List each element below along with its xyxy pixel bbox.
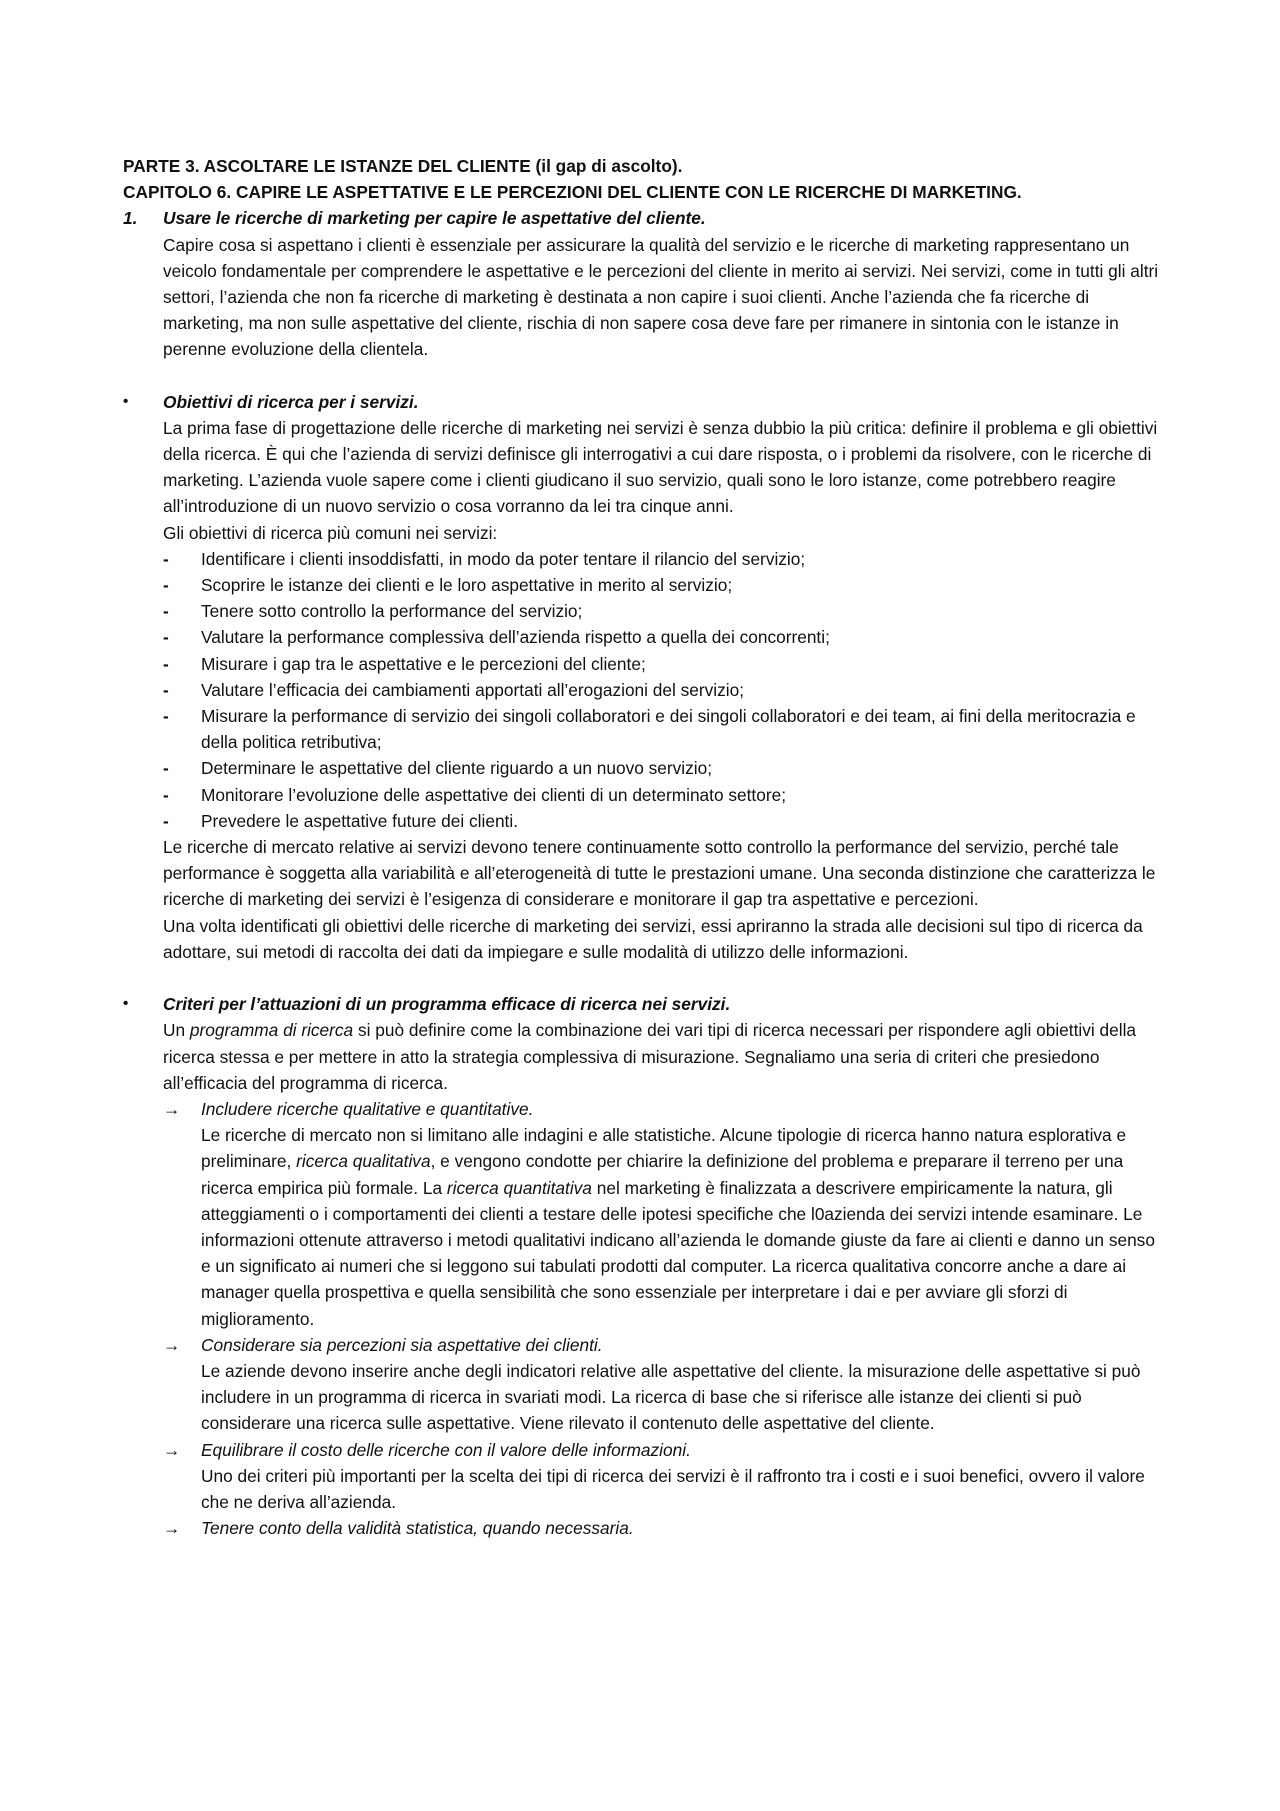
- spacer: [123, 965, 1168, 991]
- criterion-1-title: Includere ricerche qualitative e quantitative.: [201, 1098, 534, 1119]
- list-item: - Determinare le aspettative del cliente riguardo a un nuovo servizio;: [201, 755, 1168, 781]
- document-page: [123, 153, 1168, 1541]
- section-1-number: 1.: [123, 208, 138, 229]
- section-2-title: Obiettivi di ricerca per i servizi.: [163, 391, 419, 412]
- list-item: - Tenere sotto controllo la performance del servizio;: [201, 598, 1168, 624]
- section-2-para-2: Una volta identificati gli obiettivi delle ricerche di marketing dei servizi, essi apriranno la strada alle decisioni sul tipo di ricerca da adottare, sui metodi di raccolta dei dati da impiegare e sulle modalità di utilizzo delle informazioni.: [163, 915, 1143, 962]
- list-item: - Monitorare l’evoluzione delle aspettative dei clienti di un determinato settore;: [201, 782, 1168, 808]
- arrow-right-icon: →: [163, 1098, 181, 1119]
- section-1-title-line: [123, 205, 1168, 231]
- criterion-1: [123, 1096, 1168, 1332]
- emphasis-text: ricerca quantitativa: [446, 1177, 592, 1198]
- chapter-heading: CAPITOLO 6. CAPIRE LE ASPETTATIVE E LE PERCEZIONI DEL CLIENTE CON LE RICERCHE DI MARKETING.: [123, 182, 1022, 203]
- text-run: si può definire come la combinazione dei vari tipi di ricerca necessari per rispondere agli obiettivi della ricerca stessa e per mettere in atto la strategia complessiva di misurazione. Segnaliamo una seria di criteri che presiedono all’efficacia del programma di ricerca.: [163, 1020, 1137, 1093]
- text-run: nel marketing è finalizzata a descrivere empiricamente la natura, gli atteggiamenti o i comportamenti dei clienti a testare delle ipotesi specifiche che l0azienda dei servizi intende esaminare. Le informazioni ottenute attraverso i metodi qualitativi indicano all’azienda le domande giuste da fare ai clienti e danno un senso e un significato ai numeri che si leggono sui tabulati prodotti dal computer. La ricerca qualitativa concorre anche a dare ai manager quella prospettiva e quella sensibilità che sono essenziale per interpretare i dai e per avviare gli sforzi di miglioramento.: [201, 1177, 1155, 1329]
- section-1-body: Capire cosa si aspettano i clienti è essenziale per assicurare la qualità del servizio e le ricerche di marketing rappresentano un veicolo fondamentale per comprendere le aspettative e le percezioni del cliente in merito ai servizi. Nei servizi, come in tutti gli altri settori, l’azienda che non fa ricerche di marketing è destinata a non capire i suoi clienti. Anche l’azienda che fa ricerche di marketing, ma non sulle aspettative del cliente, rischia di non sapere cosa deve fare per rimanere in sintonia con le istanze in perenne evoluzione della clientela.: [163, 234, 1159, 360]
- list-item: - Misurare la performance di servizio dei singoli collaboratori e dei singoli collaboratori e dei team, ai fini della meritocrazia e della politica retributiva;: [201, 703, 1168, 755]
- text-run: Un: [163, 1020, 190, 1041]
- bullet-icon: •: [123, 392, 129, 410]
- criterion-2-body: Le aziende devono inserire anche degli indicatori relative alle aspettative del cliente. la misurazione delle aspettative si può includere in un programma di ricerca in svariati modi. La ricerca di base che si riferisce alle istanze dei clienti si può considerare una ricerca sulle aspettative. Viene rilevato il contenuto delle aspettative del cliente.: [201, 1360, 1141, 1434]
- criterion-3-title: Equilibrare il costo delle ricerche con il valore delle informazioni.: [201, 1439, 691, 1460]
- criterion-1-body: [201, 1122, 1168, 1332]
- spacer: [123, 363, 1168, 389]
- list-item: - Prevedere le aspettative future dei clienti.: [201, 808, 1168, 834]
- section-3-title-line: [123, 991, 1168, 1017]
- criterion-4-title: Tenere conto della validità statistica, quando necessaria.: [201, 1518, 634, 1539]
- list-item: - Scoprire le istanze dei clienti e le loro aspettative in merito al servizio;: [201, 572, 1168, 598]
- text-run: , e vengono condotte per chiarire la definizione del problema e preparare il terreno per una ricerca empirica più formale. La: [201, 1151, 1124, 1198]
- bullet-icon: •: [123, 995, 129, 1013]
- section-2-para-1: Le ricerche di mercato relative ai servizi devono tenere continuamente sotto controllo la performance del servizio, perché tale performance è soggetta alla variabilità e all’eterogeneità di tutte le prestazioni umane. Una seconda distinzione che caratterizza le ricerche di marketing dei servizi è l’esigenza di considerare e monitorare il gap tra aspettative e percezioni.: [163, 837, 1156, 910]
- criterion-3-body: Uno dei criteri più importanti per la scelta dei tipi di ricerca dei servizi è il raffronto tra i costi e i suoi benefici, ovvero il valore che ne deriva all’azienda.: [201, 1465, 1145, 1512]
- criterion-4: [123, 1515, 1168, 1541]
- list-item: - Valutare l’efficacia dei cambiamenti apportati all’erogazioni del servizio;: [201, 677, 1168, 703]
- section-2-list-intro: Gli obiettivi di ricerca più comuni nei servizi:: [163, 522, 498, 543]
- arrow-right-icon: →: [163, 1439, 181, 1460]
- criterion-2-title: Considerare sia percezioni sia aspettative dei clienti.: [201, 1334, 603, 1355]
- objectives-list: [123, 546, 1168, 834]
- section-3-title: Criteri per l’attuazioni di un programma efficace di ricerca nei servizi.: [163, 994, 731, 1015]
- list-item: - Identificare i clienti insoddisfatti, in modo da poter tentare il rilancio del servizio;: [201, 546, 1168, 572]
- part-heading: PARTE 3. ASCOLTARE LE ISTANZE DEL CLIENTE (il gap di ascolto).: [123, 156, 683, 176]
- criterion-3: [123, 1437, 1168, 1516]
- criterion-2: [123, 1332, 1168, 1437]
- section-3-intro: [123, 1017, 1168, 1096]
- arrow-right-icon: →: [163, 1334, 181, 1355]
- emphasis-text: ricerca qualitativa: [296, 1151, 431, 1172]
- section-1-title: Usare le ricerche di marketing per capire le aspettative del cliente.: [163, 208, 706, 229]
- section-2-title-line: [123, 389, 1168, 415]
- emphasis-text: programma di ricerca: [189, 1020, 354, 1041]
- arrow-right-icon: →: [163, 1518, 181, 1539]
- list-item: - Misurare i gap tra le aspettative e le percezioni del cliente;: [201, 651, 1168, 677]
- section-2-intro: La prima fase di progettazione delle ricerche di marketing nei servizi è senza dubbio la più critica: definire il problema e gli obiettivi della ricerca. È qui che l’azienda di servizi definisce gli interrogativi a cui dare risposta, o i problemi da risolvere, con le ricerche di marketing. L’azienda vuole sapere come i clienti giudicano il suo servizio, quali sono le loro istanze, come potrebbero reagire all’introduzione di un nuovo servizio o cosa vorranno da lei tra cinque anni.: [163, 417, 1158, 517]
- text-run: Le ricerche di mercato non si limitano alle indagini e alle statistiche. Alcune tipologie di ricerca hanno natura esplorativa e preliminare,: [201, 1125, 1127, 1172]
- list-item: - Valutare la performance complessiva dell’azienda rispetto a quella dei concorrenti;: [201, 624, 1168, 650]
